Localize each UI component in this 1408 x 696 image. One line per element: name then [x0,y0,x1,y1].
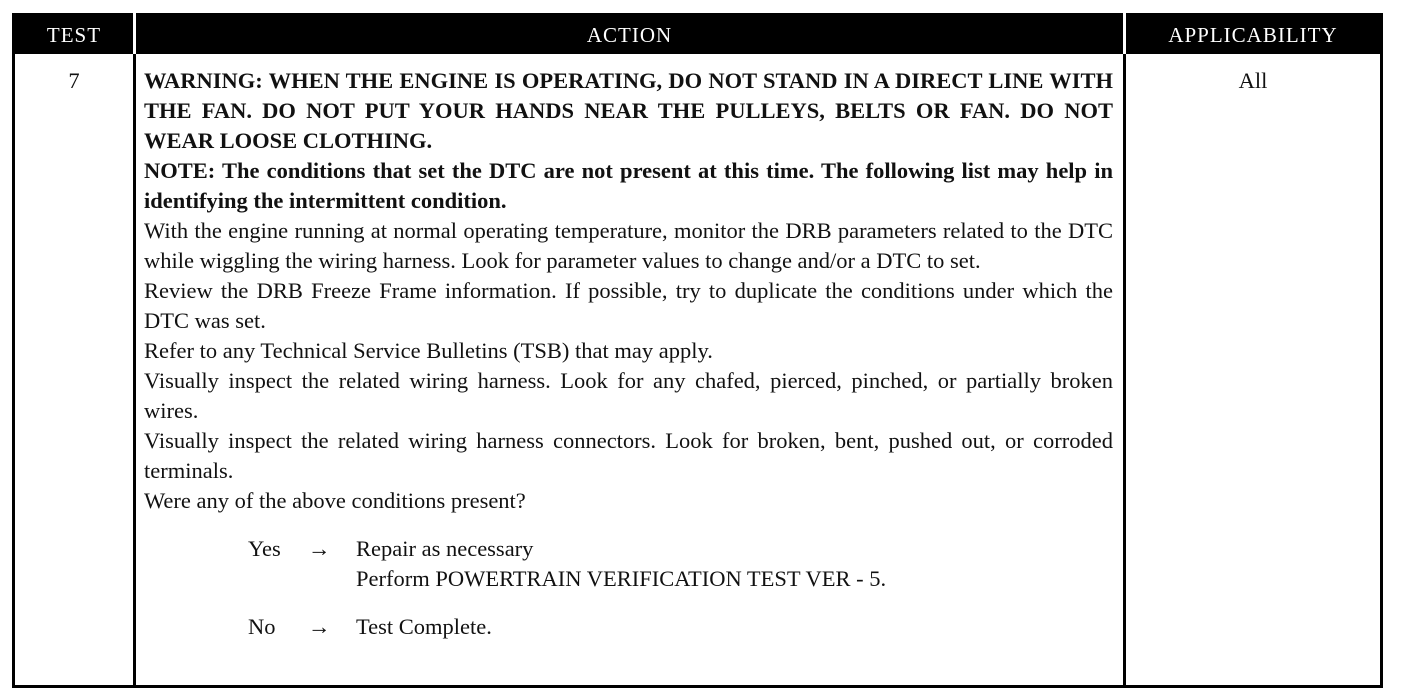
applicability-value: All [1125,54,1382,687]
answer-yes-text [356,534,1113,594]
answer-yes-label: Yes [248,536,281,561]
note-text: NOTE: The conditions that set the DTC are not present at this time. The following list may help in identifying the intermittent condition. [144,158,1113,213]
header-action: ACTION [135,15,1125,55]
answer-no [248,612,1113,642]
warning-text: WARNING: WHEN THE ENGINE IS OPERATING, DO NOT STAND IN A DIRECT LINE WITH THE FAN. DO NOT PUT YOUR HANDS NEAR THE PULLEYS, BELTS OR FAN. DO NOT WEAR LOOSE CLOTHING. [144,68,1113,153]
step-text: Visually inspect the related wiring harness. Look for any chafed, pierced, pinched, or partially broken wires. [144,368,1113,423]
header-row [14,15,1382,55]
test-number: 7 [68,68,80,93]
header-test: TEST [14,15,135,55]
answer-yes-line: Perform POWERTRAIN VERIFICATION TEST VER - 5. [356,566,887,591]
answer-block [248,534,1113,642]
answer-no-line: Test Complete. [356,614,492,639]
question-text: Were any of the above conditions present? [144,488,526,513]
table-row [14,54,1382,687]
header-applicability: APPLICABILITY [1125,15,1382,55]
step-text: Review the DRB Freeze Frame information. If possible, try to duplicate the conditions under which the DTC was set. [144,278,1113,333]
diagnostic-test-table [12,13,1383,688]
answer-no-text [356,612,1113,642]
step-text: Refer to any Technical Service Bulletins (TSB) that may apply. [144,338,713,363]
step-text: With the engine running at normal operating temperature, monitor the DRB parameters related to the DTC while wiggling the wiring harness. Look for parameter values to change and/or a DTC to set. [144,218,1113,273]
step-text: Visually inspect the related wiring harness connectors. Look for broken, bent, pushed out, or corroded terminals. [144,428,1113,483]
answer-yes [248,534,1113,594]
answer-no-label: No [248,614,276,639]
answer-yes-line: Repair as necessary [356,536,534,561]
right-arrow-icon: → [308,614,331,639]
right-arrow-icon: → [308,536,331,561]
action-cell [135,54,1125,687]
